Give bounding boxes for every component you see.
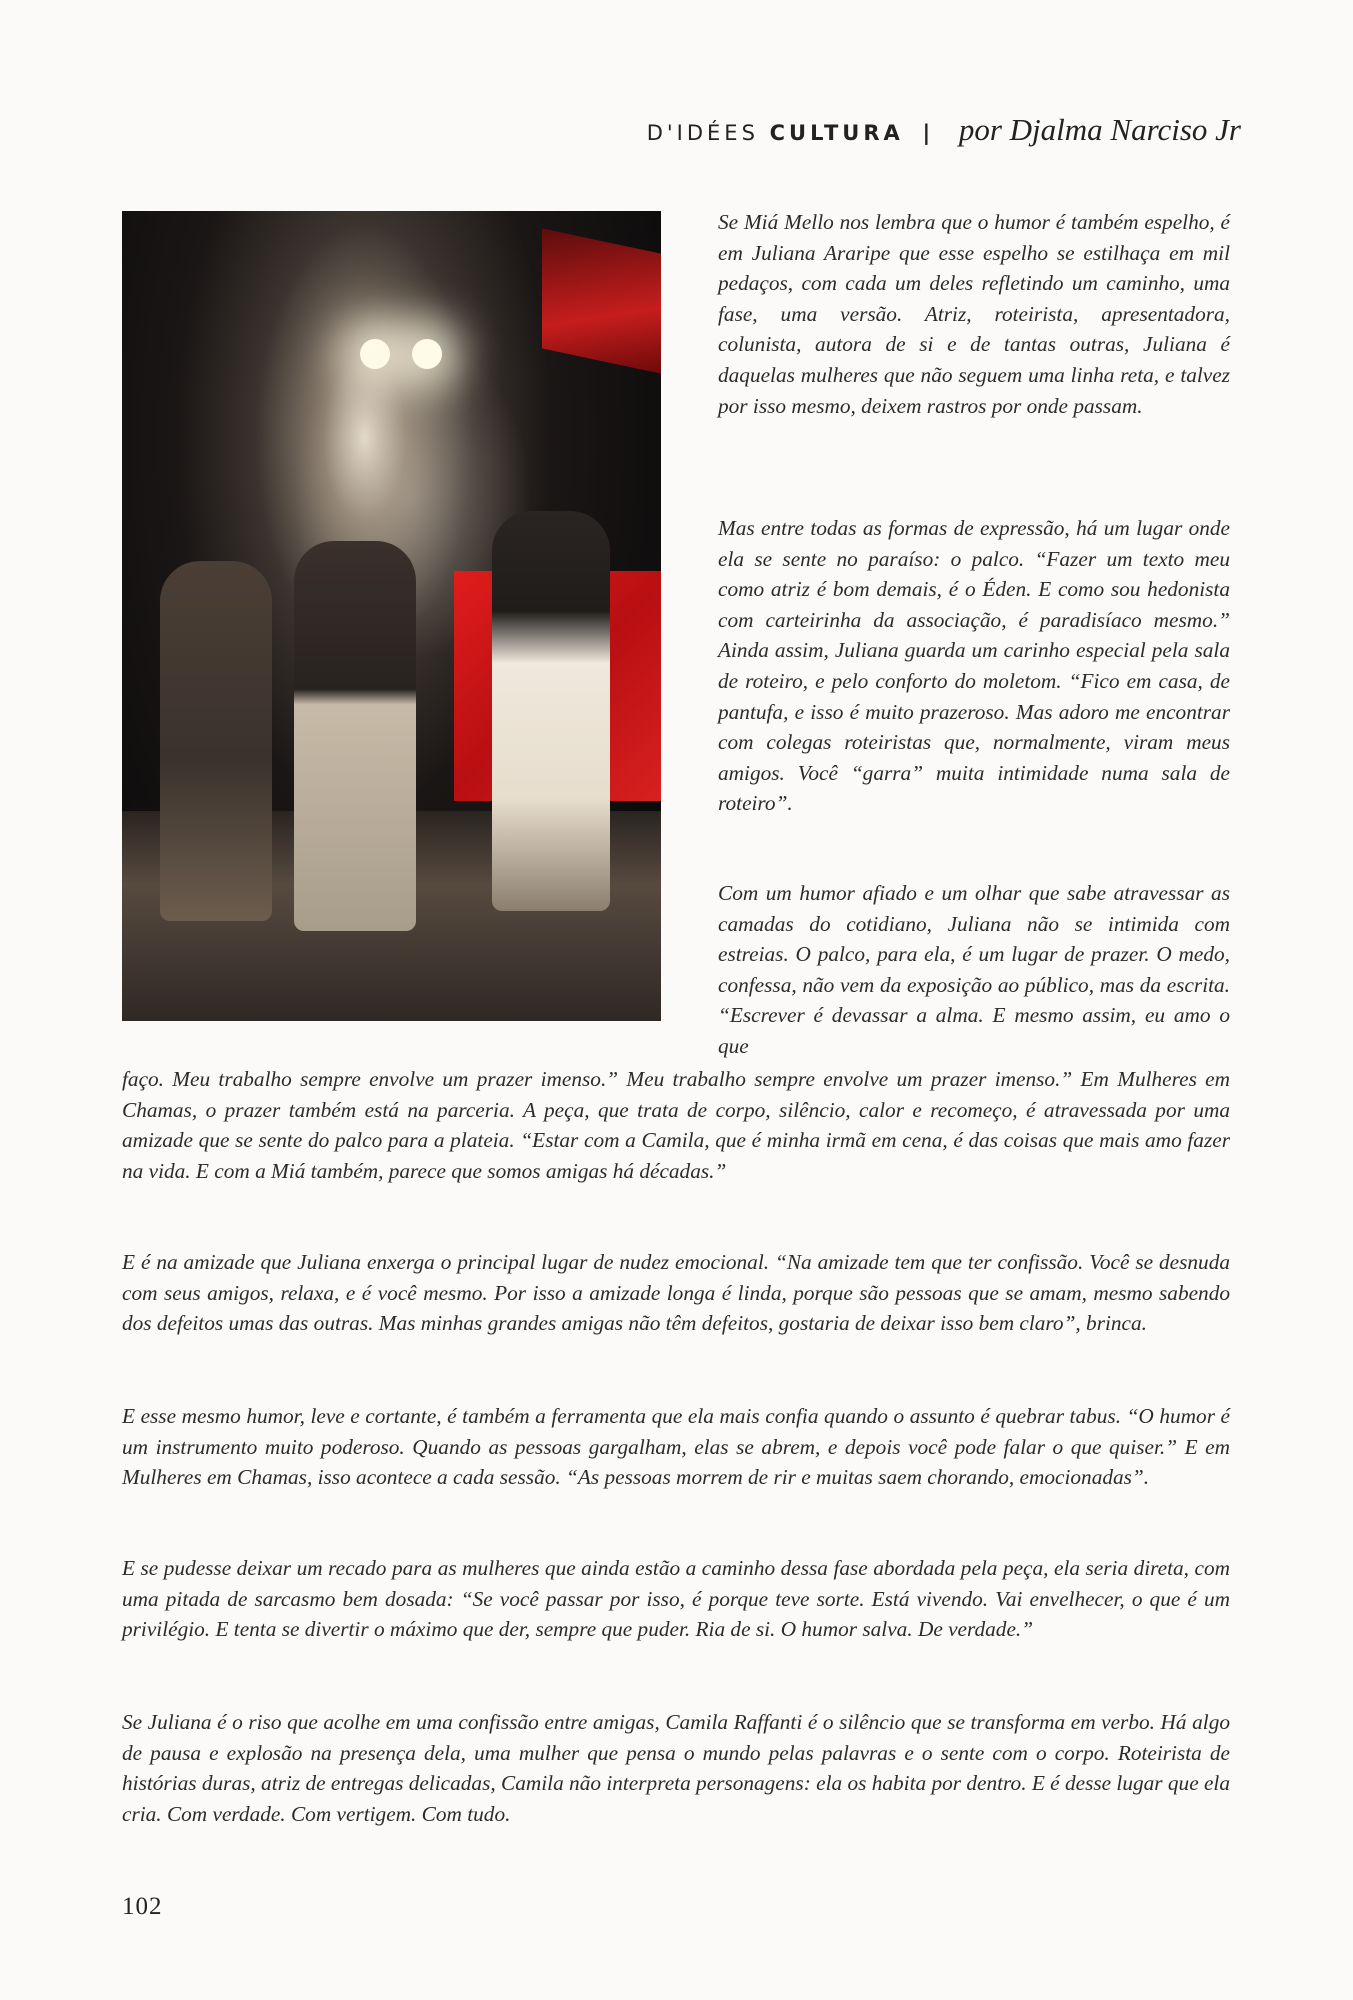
- actress-right: [492, 511, 610, 911]
- page-number: 102: [122, 1893, 163, 1920]
- spotlight-right: [412, 339, 442, 369]
- paragraph-5: E é na amizade que Juliana enxerga o principal lugar de nudez emocional. “Na amizade tem que ter confissão. Você se desnuda com seus amigos, relaxa, e é você mesmo. Por isso a amizade longa é linda, porque são pessoas que se amam, mesmo sabendo dos defeitos umas das outras. Mas minhas grandes amigas não têm defeitos, gostaria de deixar isso bem claro”, brinca.: [122, 1250, 1230, 1336]
- actress-left: [160, 561, 272, 921]
- actress-center: [294, 541, 416, 931]
- paragraph-2: Mas entre todas as formas de expressão, há um lugar onde ela se sente no paraíso: o palco. “Fazer um texto meu como atriz é bom demais, é o Éden. E como sou hedonista com carteirinha da associação, é paradisíaco mesmo.” Ainda assim, Juliana guarda um carinho especial pela sala de roteiro, e pelo conforto do moletom. “Fico em casa, de pantufa, e isso é muito prazeroso. Mas adoro me encontrar com colegas roteiristas que, normalmente, viram meus amigos. Você “garra” muita intimidade numa sala de roteiro”.: [718, 516, 1230, 816]
- page-header: [120, 112, 1241, 148]
- header-separator: |: [922, 121, 935, 145]
- paragraph-8: Se Juliana é o riso que acolhe em uma confissão entre amigas, Camila Raffanti é o silêncio que se transforma em verbo. Há algo de pausa e explosão na presença dela, uma mulher que pensa o mundo pelas palavras e o sente com o corpo. Roteirista de histórias duras, atriz de entregas delicadas, Camila não interpreta personagens: ela os habita por dentro. E é desse lugar que ela cria. Com verdade. Com vertigem. Com tudo.: [122, 1710, 1230, 1826]
- section-name: CULTURA: [769, 121, 904, 145]
- paragraph-1: Se Miá Mello nos lembra que o humor é também espelho, é em Juliana Araripe que esse espelho se estilhaça em mil pedaços, com cada um deles refletindo um caminho, uma fase, uma versão. Atriz, roteirista, apresentadora, colunista, autora de si e de tantas outras, Juliana é daquelas mulheres que não seguem uma linha reta, e talvez por isso mesmo, deixem rastros por onde passam.: [718, 210, 1230, 418]
- paragraph-3: Com um humor afiado e um olhar que sabe atravessar as camadas do cotidiano, Juliana não se intimida com estreias. O palco, para ela, é um lugar de prazer. O medo, confessa, não vem da exposição ao público, mas da escrita. “Escrever é devassar a alma. E mesmo assim, eu amo o que: [718, 881, 1230, 1058]
- author-byline: por Djalma Narciso Jr: [958, 112, 1241, 147]
- red-sign: [542, 228, 661, 373]
- paragraph-4: faço. Meu trabalho sempre envolve um prazer imenso.” Meu trabalho sempre envolve um prazer imenso.” Em Mulheres em Chamas, o prazer também está na parceria. A peça, que trata de corpo, silêncio, calor e recomeço, é atravessada por uma amizade que se sente do palco para a plateia. “Estar com a Camila, que é minha irmã em cena, é das coisas que mais amo fazer na vida. E com a Miá também, parece que somos amigas há décadas.”: [122, 1067, 1230, 1183]
- paragraph-6: E esse mesmo humor, leve e cortante, é também a ferramenta que ela mais confia quando o assunto é quebrar tabus. “O humor é um instrumento muito poderoso. Quando as pessoas gargalham, elas se abrem, e depois você pode falar o que quiser.” E em Mulheres em Chamas, isso acontece a cada sessão. “As pessoas morrem de rir e muitas saem chorando, emocionadas”.: [122, 1404, 1230, 1490]
- spotlight-left: [360, 339, 390, 369]
- paragraph-7: E se pudesse deixar um recado para as mulheres que ainda estão a caminho dessa fase abordada pela peça, ela seria direta, com uma pitada de sarcasmo bem dosada: “Se você passar por isso, é porque teve sorte. Está vivendo. Vai envelhecer, o que é um privilégio. E tenta se divertir o máximo que der, sempre que puder. Ria de si. O humor salva. De verdade.”: [122, 1556, 1230, 1642]
- section-prefix: D'IDÉES: [646, 121, 759, 145]
- stage-photo: [122, 211, 661, 1021]
